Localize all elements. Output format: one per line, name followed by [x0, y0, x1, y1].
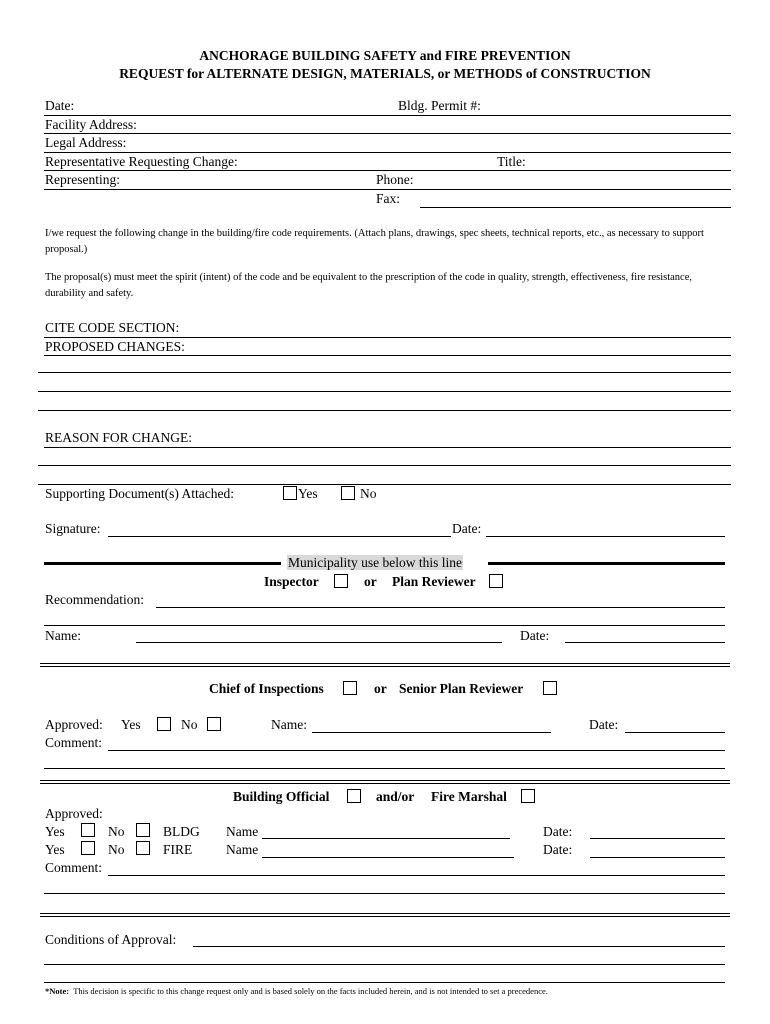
- note: [45, 986, 548, 996]
- proposed-changes-label: PROPOSED CHANGES:: [45, 339, 185, 354]
- signature-date-label: Date:: [452, 521, 482, 536]
- bldg-no-label: No: [108, 824, 125, 839]
- reason-line-2[interactable]: [38, 465, 731, 466]
- official-andor-label: and/or: [376, 789, 415, 804]
- signature-line[interactable]: [108, 536, 451, 537]
- inspector-checkbox[interactable]: [334, 574, 348, 588]
- fax-line[interactable]: [420, 207, 731, 208]
- supporting-docs-no-label: No: [360, 486, 377, 501]
- bldg-date-line[interactable]: [590, 838, 725, 839]
- municipality-date-line[interactable]: [565, 642, 725, 643]
- chief-date-label: Date:: [589, 717, 619, 732]
- municipality-banner: [287, 555, 463, 571]
- fire-date-line[interactable]: [590, 857, 725, 858]
- official-comment-label: Comment:: [45, 860, 102, 875]
- chief-approved-label: Approved:: [45, 717, 103, 732]
- date-permit-line[interactable]: [44, 115, 731, 116]
- municipality-divider-right: [488, 562, 725, 565]
- bldg-date-label: Date:: [543, 824, 573, 839]
- municipality-name-line[interactable]: [136, 642, 502, 643]
- facility-address-label: Facility Address:: [45, 117, 137, 132]
- form-title-line1: ANCHORAGE BUILDING SAFETY and FIRE PREVENTION: [199, 48, 571, 63]
- fire-marshal-label: Fire Marshal: [431, 789, 507, 804]
- permit-label: Bldg. Permit #:: [398, 98, 481, 113]
- bldg-yes-label: Yes: [45, 824, 65, 839]
- inspector-label: Inspector: [264, 574, 319, 589]
- bldg-no-checkbox[interactable]: [136, 823, 150, 837]
- municipality-banner-text: Municipality use below this line: [288, 555, 462, 570]
- proposed-changes-line-4[interactable]: [38, 410, 731, 411]
- chief-comment-line-2[interactable]: [44, 768, 725, 769]
- chief-comment-line[interactable]: [108, 750, 725, 751]
- legal-address-line[interactable]: [44, 152, 731, 153]
- section-divider-2: [40, 780, 730, 784]
- chief-of-inspections-label: Chief of Inspections: [209, 681, 324, 696]
- representing-label: Representing:: [45, 172, 120, 187]
- chief-of-inspections-checkbox[interactable]: [343, 681, 357, 695]
- fax-label: Fax:: [376, 191, 401, 206]
- legal-address-label: Legal Address:: [45, 135, 127, 150]
- recommendation-label: Recommendation:: [45, 592, 144, 607]
- conditions-line-3[interactable]: [44, 982, 725, 983]
- note-label: *Note:: [45, 986, 70, 996]
- fire-marshal-checkbox[interactable]: [521, 789, 535, 803]
- proposal-instructions: The proposal(s) must meet the spirit (intent) of the code and be equivalent to the prescription of the code in quality, strength, effectiveness, fire resistance, durability and safety.: [45, 272, 693, 299]
- phone-label: Phone:: [376, 172, 414, 187]
- fire-name-line[interactable]: [262, 857, 514, 858]
- bldg-name-line[interactable]: [262, 838, 510, 839]
- title-label: Title:: [497, 154, 526, 169]
- chief-yes-label: Yes: [121, 717, 141, 732]
- fire-yes-label: Yes: [45, 842, 65, 857]
- official-approved-label: Approved:: [45, 806, 103, 821]
- section-divider-3: [40, 913, 730, 917]
- plan-reviewer-label: Plan Reviewer: [392, 574, 476, 589]
- bldg-yes-checkbox[interactable]: [81, 823, 95, 837]
- proposed-changes-line-3[interactable]: [38, 391, 731, 392]
- supporting-docs-yes-label: Yes: [298, 486, 318, 501]
- chief-name-line[interactable]: [312, 732, 551, 733]
- reason-line[interactable]: [44, 447, 731, 448]
- fire-no-label: No: [108, 842, 125, 857]
- representative-label: Representative Requesting Change:: [45, 154, 238, 169]
- reason-line-3[interactable]: [38, 484, 731, 485]
- cite-code-label: CITE CODE SECTION:: [45, 320, 180, 335]
- chief-yes-checkbox[interactable]: [157, 717, 171, 731]
- senior-plan-reviewer-label: Senior Plan Reviewer: [399, 681, 524, 696]
- recommendation-line-2[interactable]: [44, 625, 725, 626]
- fire-yes-checkbox[interactable]: [81, 841, 95, 855]
- fire-no-checkbox[interactable]: [136, 841, 150, 855]
- facility-address-line[interactable]: [44, 133, 731, 134]
- plan-reviewer-checkbox[interactable]: [489, 574, 503, 588]
- conditions-line[interactable]: [193, 946, 725, 947]
- supporting-docs-no-checkbox[interactable]: [341, 486, 355, 500]
- chief-date-line[interactable]: [625, 732, 725, 733]
- request-instructions: I/we request the following change in the building/fire code requirements. (Attach plans, drawings, spec sheets, technical reports, etc., as necessary to support proposal.): [45, 228, 704, 255]
- bldg-name-label: Name: [226, 824, 259, 839]
- municipality-name-label: Name:: [45, 628, 81, 643]
- official-comment-line[interactable]: [108, 875, 725, 876]
- fire-label: FIRE: [163, 842, 193, 857]
- senior-plan-reviewer-checkbox[interactable]: [543, 681, 557, 695]
- reason-label: REASON FOR CHANGE:: [45, 430, 193, 445]
- proposed-changes-line-2[interactable]: [38, 372, 731, 373]
- municipality-date-label: Date:: [520, 628, 550, 643]
- conditions-line-2[interactable]: [44, 964, 725, 965]
- chief-comment-label: Comment:: [45, 735, 102, 750]
- cite-code-line[interactable]: [44, 337, 731, 338]
- supporting-docs-label: Supporting Document(s) Attached:: [45, 486, 234, 501]
- representing-line[interactable]: [44, 189, 731, 190]
- fire-date-label: Date:: [543, 842, 573, 857]
- municipality-divider-left: [44, 562, 281, 565]
- representative-line[interactable]: [44, 170, 731, 171]
- chief-no-checkbox[interactable]: [207, 717, 221, 731]
- chief-or-label: or: [374, 681, 387, 696]
- supporting-docs-yes-checkbox[interactable]: [283, 486, 297, 500]
- recommendation-line[interactable]: [156, 607, 725, 608]
- building-official-checkbox[interactable]: [347, 789, 361, 803]
- inspector-or-label: or: [364, 574, 377, 589]
- chief-no-label: No: [181, 717, 198, 732]
- date-label: Date:: [45, 98, 75, 113]
- fire-name-label: Name: [226, 842, 259, 857]
- section-divider-1: [40, 663, 730, 667]
- conditions-label: Conditions of Approval:: [45, 932, 177, 947]
- signature-label: Signature:: [45, 521, 101, 536]
- building-official-label: Building Official: [233, 789, 330, 804]
- note-text: This decision is specific to this change request only and is based solely on the facts included herein, and is not intended to set a precedence.: [73, 986, 548, 996]
- bldg-label: BLDG: [163, 824, 200, 839]
- signature-date-line[interactable]: [486, 536, 725, 537]
- form-title-line2: REQUEST for ALTERNATE DESIGN, MATERIALS, or METHODS of CONSTRUCTION: [119, 66, 651, 81]
- chief-name-label: Name:: [271, 717, 307, 732]
- proposed-changes-line[interactable]: [44, 355, 731, 356]
- official-comment-line-2[interactable]: [44, 893, 725, 894]
